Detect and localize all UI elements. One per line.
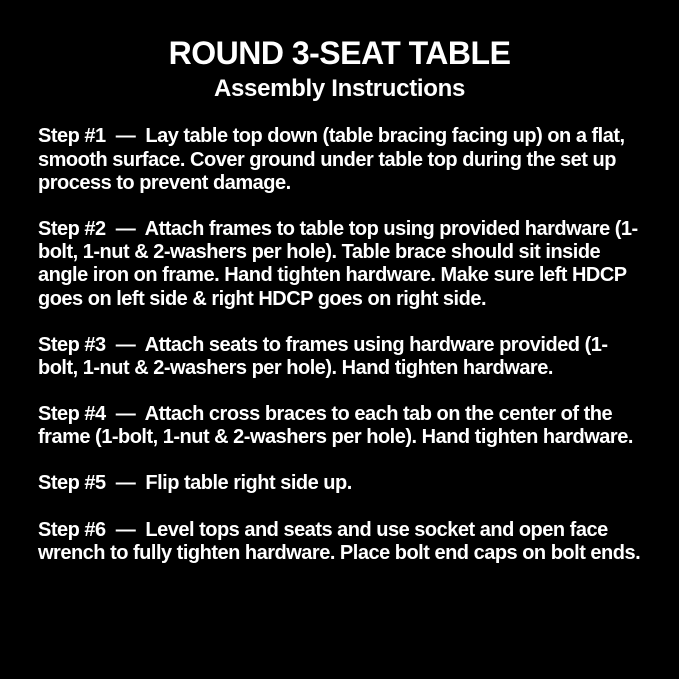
step-4-text: Step #4 — Attach cross braces to each tab on the center of the frame (1-bolt, 1-nut & 2-washers per hole). Hand tighten hardware.	[38, 403, 633, 449]
page-title: ROUND 3-SEAT TABLE	[168, 35, 511, 71]
step-1-text: Step #1 — Lay table top down (table bracing facing up) on a flat, smooth surface. Cover ground under table top during the set up process to prevent damage.	[38, 125, 630, 194]
step-5-text: Step #5 — Flip table right side up.	[38, 472, 352, 495]
steps-list	[38, 125, 641, 565]
step-6-text: Step #6 — Level tops and seats and use socket and open face wrench to fully tighten hardware. Place bolt end caps on bolt ends.	[38, 518, 641, 564]
step-3-text: Step #3 — Attach seats to frames using hardware provided (1-bolt, 1-nut & 2-washers per hole). Hand tighten hardware.	[38, 333, 608, 379]
step-2-text: Step #2 — Attach frames to table top using provided hardware (1-bolt, 1-nut & 2-washers per hole). Table brace should sit inside angle iron on frame. Hand tighten hardware. Make sure left HDCP goes on left side & right HDCP goes on right side.	[38, 217, 638, 310]
page-subtitle: Assembly Instructions	[213, 75, 466, 103]
